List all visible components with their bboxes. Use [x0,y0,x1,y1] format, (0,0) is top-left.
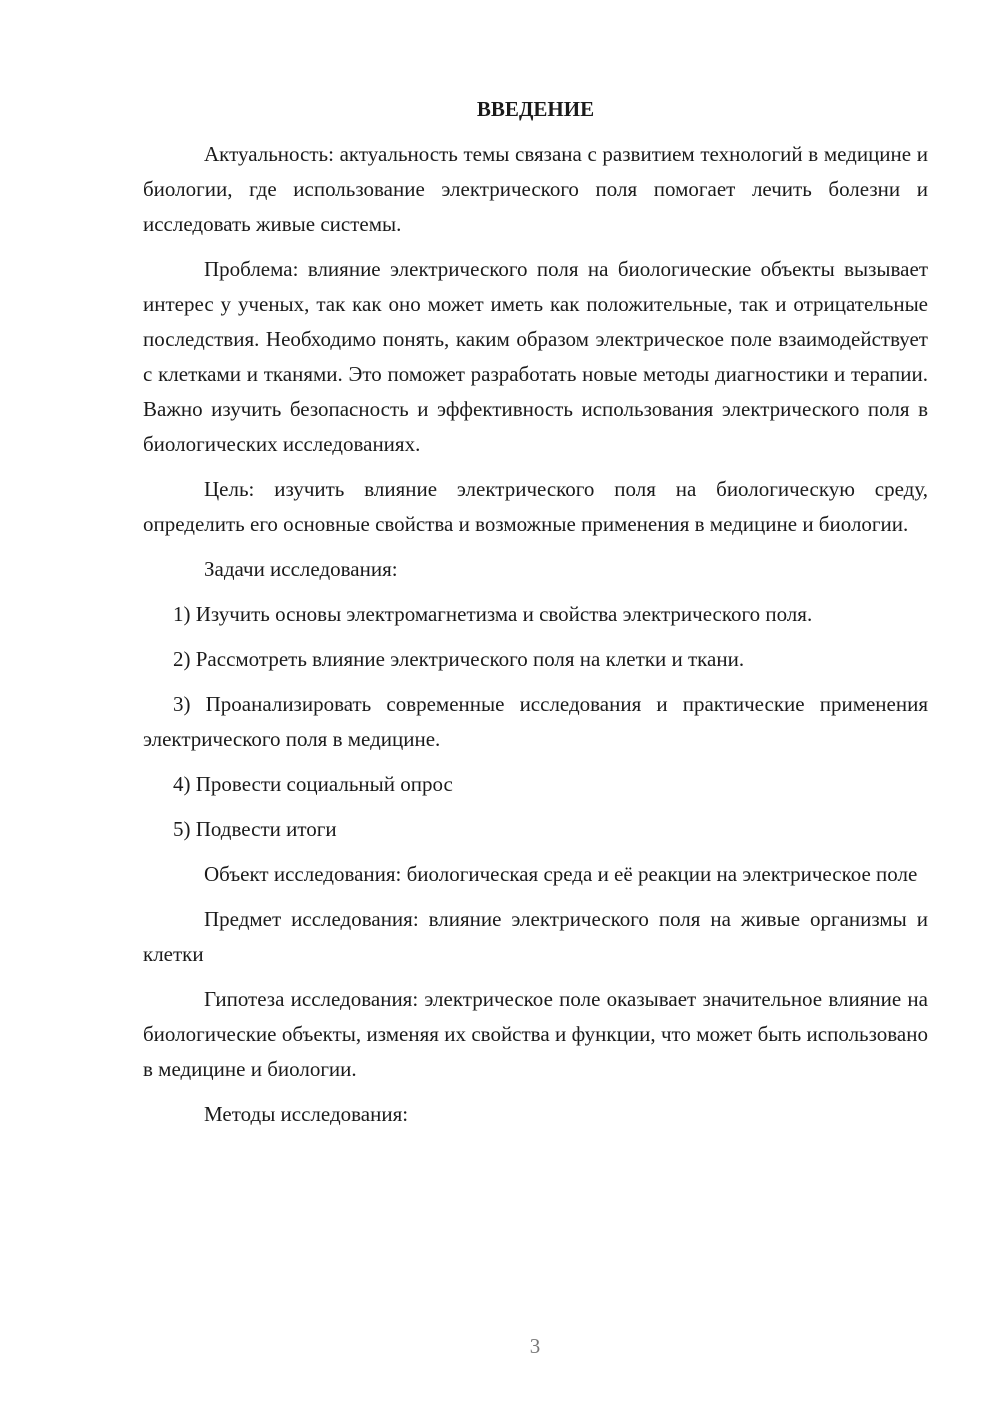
task-item-5: 5) Подвести итоги [173,817,337,841]
paragraph-tasks-intro: Задачи исследования: [204,557,398,581]
paragraph-problem: Проблема: влияние электрического поля на биологические объекты вызывает интерес у ученых, так как оно может иметь как положительные, так и отрицательные последствия. Необходимо понять, каким образом электрическое поле взаимодействует с клетками и тканями. Это поможет разработать новые методы диагностики и терапии. Важно изучить безопасность и эффективность использования электрического поля в биологических исследованиях. [143,257,928,456]
paragraph-goal: Цель: изучить влияние электрического поля на биологическую среду, определить его основные свойства и возможные применения в медицине и биологии. [143,477,928,536]
paragraph-relevance: Актуальность: актуальность темы связана с развитием технологий в медицине и биологии, где использование электрического поля помогает лечить болезни и исследовать живые системы. [143,142,928,236]
paragraph-object: Объект исследования: биологическая среда и её реакции на электрическое поле [204,862,918,886]
task-item-1: 1) Изучить основы электромагнетизма и свойства электрического поля. [173,602,813,626]
task-item-2: 2) Рассмотреть влияние электрического поля на клетки и ткани. [173,647,745,671]
task-item-4: 4) Провести социальный опрос [173,772,453,796]
paragraph-hypothesis: Гипотеза исследования: электрическое поле оказывает значительное влияние на биологические объекты, изменяя их свойства и функции, что может быть использовано в медицине и биологии. [143,987,928,1081]
page-number: 3 [529,1334,541,1358]
page-content [143,92,928,1142]
paragraph-methods: Методы исследования: [204,1102,409,1126]
task-item-3: 3) Проанализировать современные исследования и практические применения электрического поля в медицине. [143,692,928,751]
section-heading: ВВЕДЕНИЕ [476,97,595,121]
paragraph-subject: Предмет исследования: влияние электрического поля на живые организмы и клетки [143,907,928,966]
